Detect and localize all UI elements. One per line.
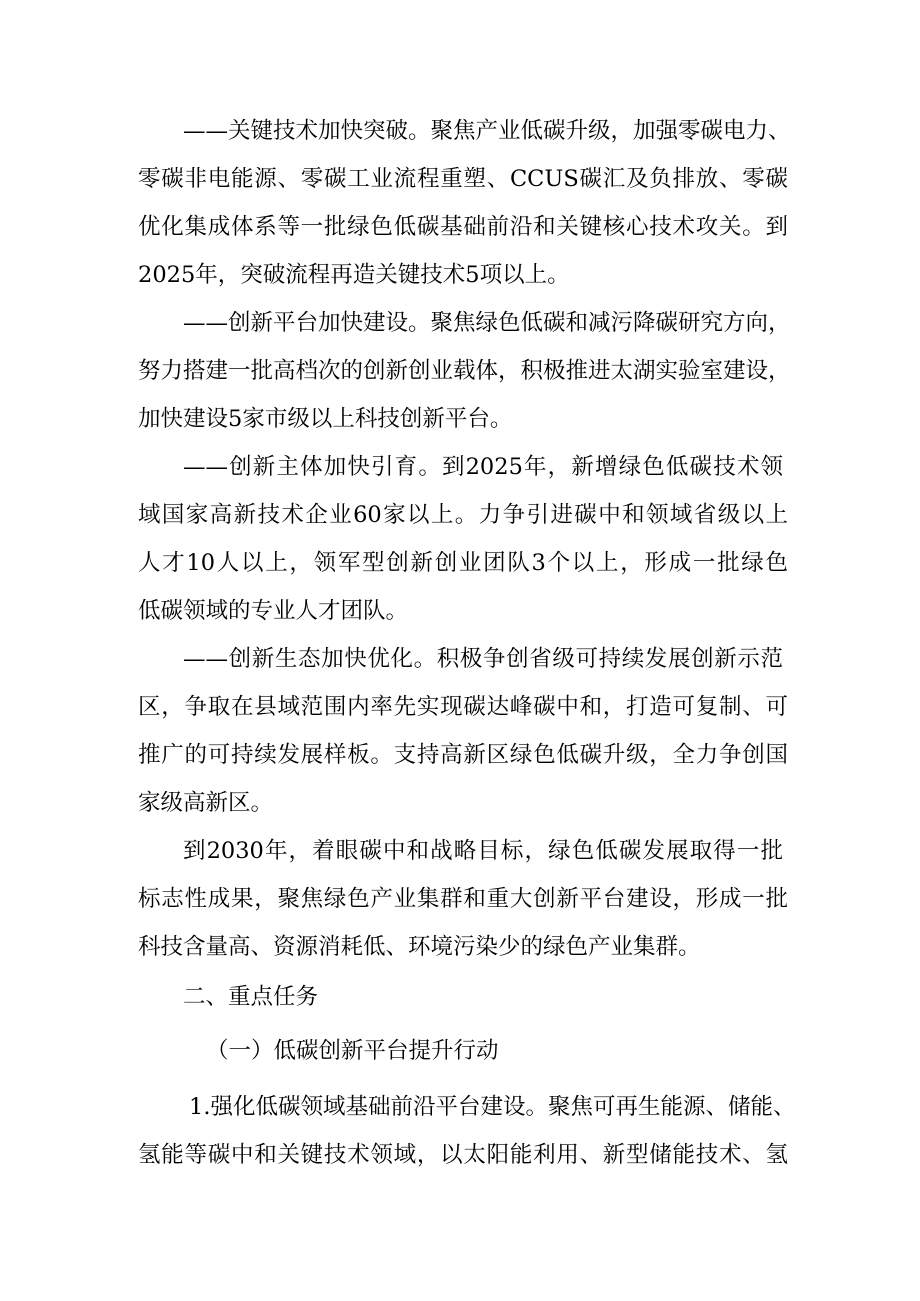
paragraph-line: 到2030年，着眼碳中和战略目标，绿色低碳发展取得一批	[183, 838, 783, 864]
paragraph-line: ——创新生态加快优化。积极争创省级可持续发展创新示范	[183, 646, 783, 672]
paragraph-line: 加快建设5家市级以上科技创新平台。	[138, 406, 513, 432]
paragraph-line: 优化集成体系等一批绿色低碳基础前沿和关键核心技术攻关。到	[138, 214, 788, 240]
paragraph-line: 区，争取在县域范围内率先实现碳达峰碳中和，打造可复制、可	[138, 694, 788, 720]
paragraph-line: ——关键技术加快突破。聚焦产业低碳升级，加强零碳电力、	[183, 118, 791, 144]
paragraph-line: 1.强化低碳领域基础前沿平台建设。聚焦可再生能源、储能、	[189, 1094, 796, 1120]
paragraph-line: ——创新平台加快建设。聚焦绿色低碳和减污降碳研究方向，	[183, 310, 791, 336]
paragraph-line: 推广的可持续发展样板。支持高新区绿色低碳升级，全力争创国	[138, 742, 788, 768]
paragraph-line: 努力搭建一批高档次的创新创业载体，积极推进太湖实验室建设，	[138, 358, 791, 384]
paragraph-line: ——创新主体加快引育。到2025年，新增绿色低碳技术领	[183, 454, 783, 480]
paragraph-line: 科技含量高、资源消耗低、环境污染少的绿色产业集群。	[138, 934, 701, 960]
paragraph-line: 人才10人以上，领军型创新创业团队3个以上，形成一批绿色	[138, 550, 788, 576]
paragraph-line: 标志性成果，聚焦绿色产业集群和重大创新平台建设，形成一批	[138, 886, 788, 912]
paragraph-line: 家级高新区。	[138, 790, 274, 816]
paragraph-line: 低碳领域的专业人才团队。	[138, 598, 409, 624]
paragraph-line: 零碳非电能源、零碳工业流程重塑、CCUS碳汇及负排放、零碳	[138, 166, 788, 192]
subsection-heading: （一）低碳创新平台提升行动	[206, 1038, 499, 1064]
section-heading: 二、重点任务	[183, 984, 319, 1010]
paragraph-line: 域国家高新技术企业60家以上。力争引进碳中和领域省级以上	[138, 502, 788, 528]
paragraph-line: 氢能等碳中和关键技术领域，以太阳能利用、新型储能技术、氢	[138, 1142, 788, 1168]
paragraph-line: 2025年，突破流程再造关键技术5项以上。	[138, 262, 570, 288]
